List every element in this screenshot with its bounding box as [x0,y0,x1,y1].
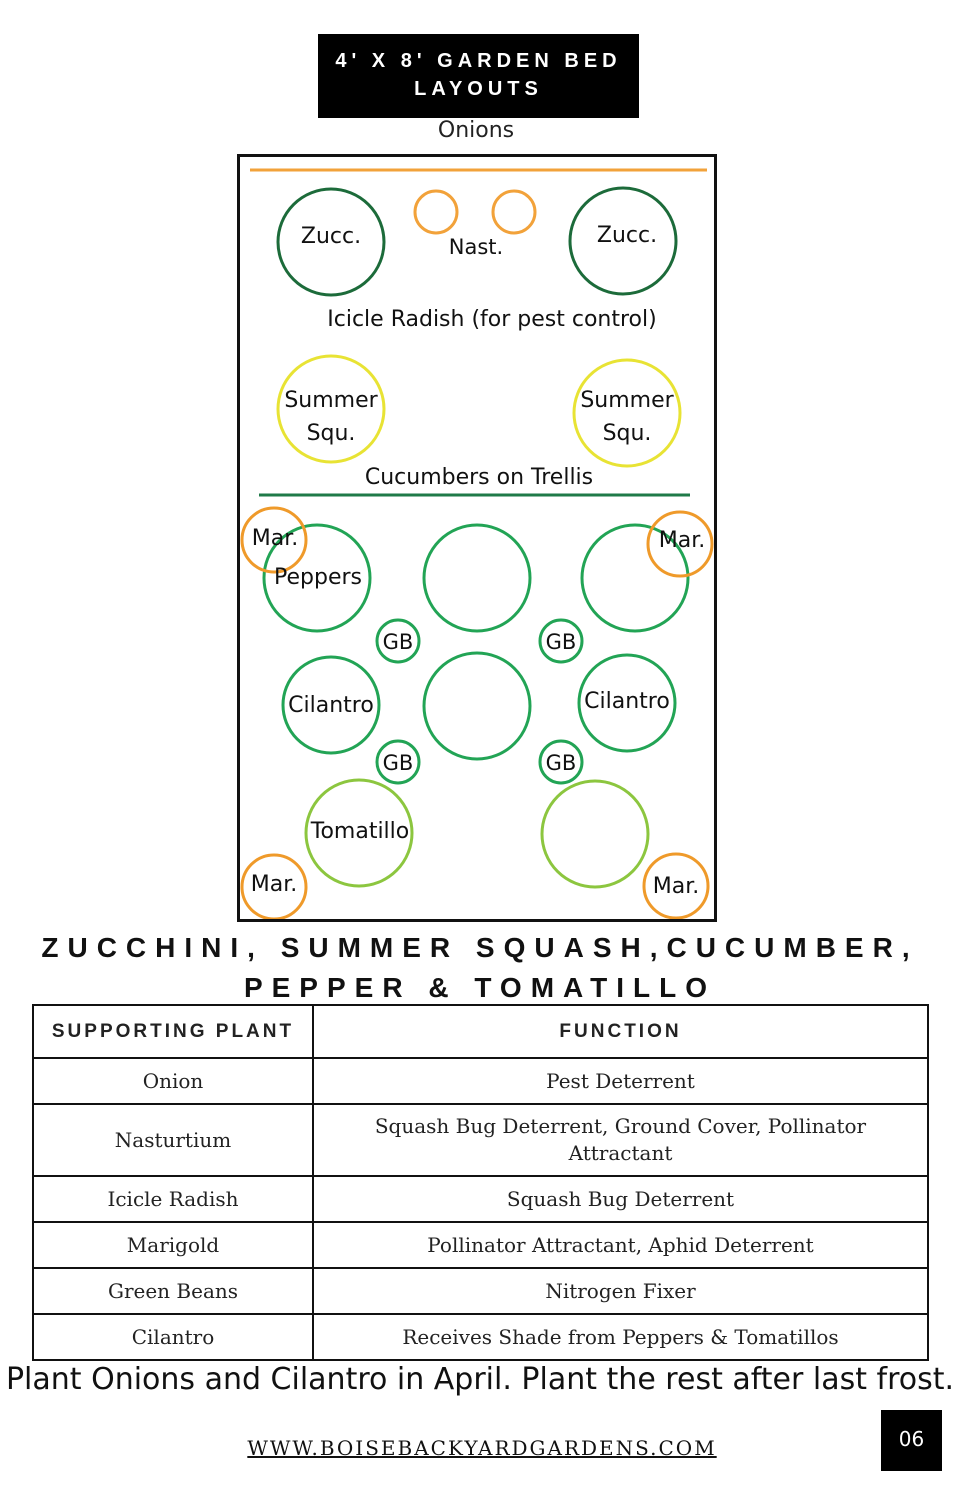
summer-squash-left-label-1: Summer [284,388,378,413]
marigold-bottom-right-label: Mar. [652,874,700,899]
plant-cell: Marigold [33,1222,313,1268]
plant-cell: Green Beans [33,1268,313,1314]
website-link[interactable]: WWW.BOISEBACKYARDGARDENS.COM [247,1436,717,1460]
green-bean-label-4: GB [545,751,577,775]
function-cell: Receives Shade from Peppers & Tomatillos [313,1314,928,1360]
summer-squash-left-label-2: Squ. [306,421,356,446]
table-row [33,1058,928,1104]
function-cell: Nitrogen Fixer [313,1268,928,1314]
cilantro-right-label: Cilantro [584,689,670,714]
summer-squash-right-circle [574,360,680,466]
planting-note: Plant Onions and Cilantro in April. Plant the rest after last frost. [5,1362,955,1397]
table-row [33,1176,928,1222]
plant-cell: Nasturtium [33,1104,313,1176]
radish-row-label: Icicle Radish (for pest control) [327,307,657,332]
green-bean-label-3: GB [382,751,414,775]
green-bean-label-1: GB [382,630,414,654]
page-number: 06 [881,1410,942,1471]
zucchini-right-label: Zucc. [596,223,658,248]
header-supporting-plant: SUPPORTING PLANT [33,1005,313,1058]
plant-group-title: ZUCCHINI, SUMMER SQUASH,CUCUMBER, PEPPER & TOMATILLO [41,932,919,1003]
marigold-top-right-label: Mar. [658,528,706,553]
function-cell: Pollinator Attractant, Aphid Deterrent [313,1222,928,1268]
tomatillo-right-circle [542,781,648,887]
marigold-bottom-left-label: Mar. [250,872,298,897]
table-row [33,1314,928,1360]
table-row [33,1104,928,1176]
cucumbers-label: Cucumbers on Trellis [364,465,594,490]
plant-cell: Onion [33,1058,313,1104]
garden-bed-svg [240,157,714,919]
nasturtium-label: Nast. [448,235,504,259]
function-cell: Squash Bug Deterrent [313,1176,928,1222]
table-row [33,1222,928,1268]
supporting-plants-table [32,1004,929,1361]
peppers-label: Peppers [274,565,362,590]
pepper-circle-2 [424,525,530,631]
nasturtium-left-circle [415,191,457,233]
garden-bed-diagram [237,154,717,922]
table-header-row [33,1005,928,1058]
marigold-top-left-label: Mar. [251,526,299,551]
cilantro-left-label: Cilantro [288,693,374,718]
function-cell: Squash Bug Deterrent, Ground Cover, Pollinator Attractant [313,1104,928,1176]
summer-squash-right-label-2: Squ. [602,421,652,446]
page-title: 4' X 8' GARDEN BED LAYOUTS [318,34,639,118]
header-function: FUNCTION [313,1005,928,1058]
onions-label: Onions [437,118,515,143]
pepper-circle-4 [424,653,530,759]
plant-cell: Cilantro [33,1314,313,1360]
green-bean-label-2: GB [545,630,577,654]
plant-cell: Icicle Radish [33,1176,313,1222]
tomatillo-label: Tomatillo [310,819,410,844]
summer-squash-right-label-1: Summer [580,388,674,413]
table-row [33,1268,928,1314]
function-cell: Pest Deterrent [313,1058,928,1104]
nasturtium-right-circle [493,191,535,233]
zucchini-left-label: Zucc. [300,224,362,249]
